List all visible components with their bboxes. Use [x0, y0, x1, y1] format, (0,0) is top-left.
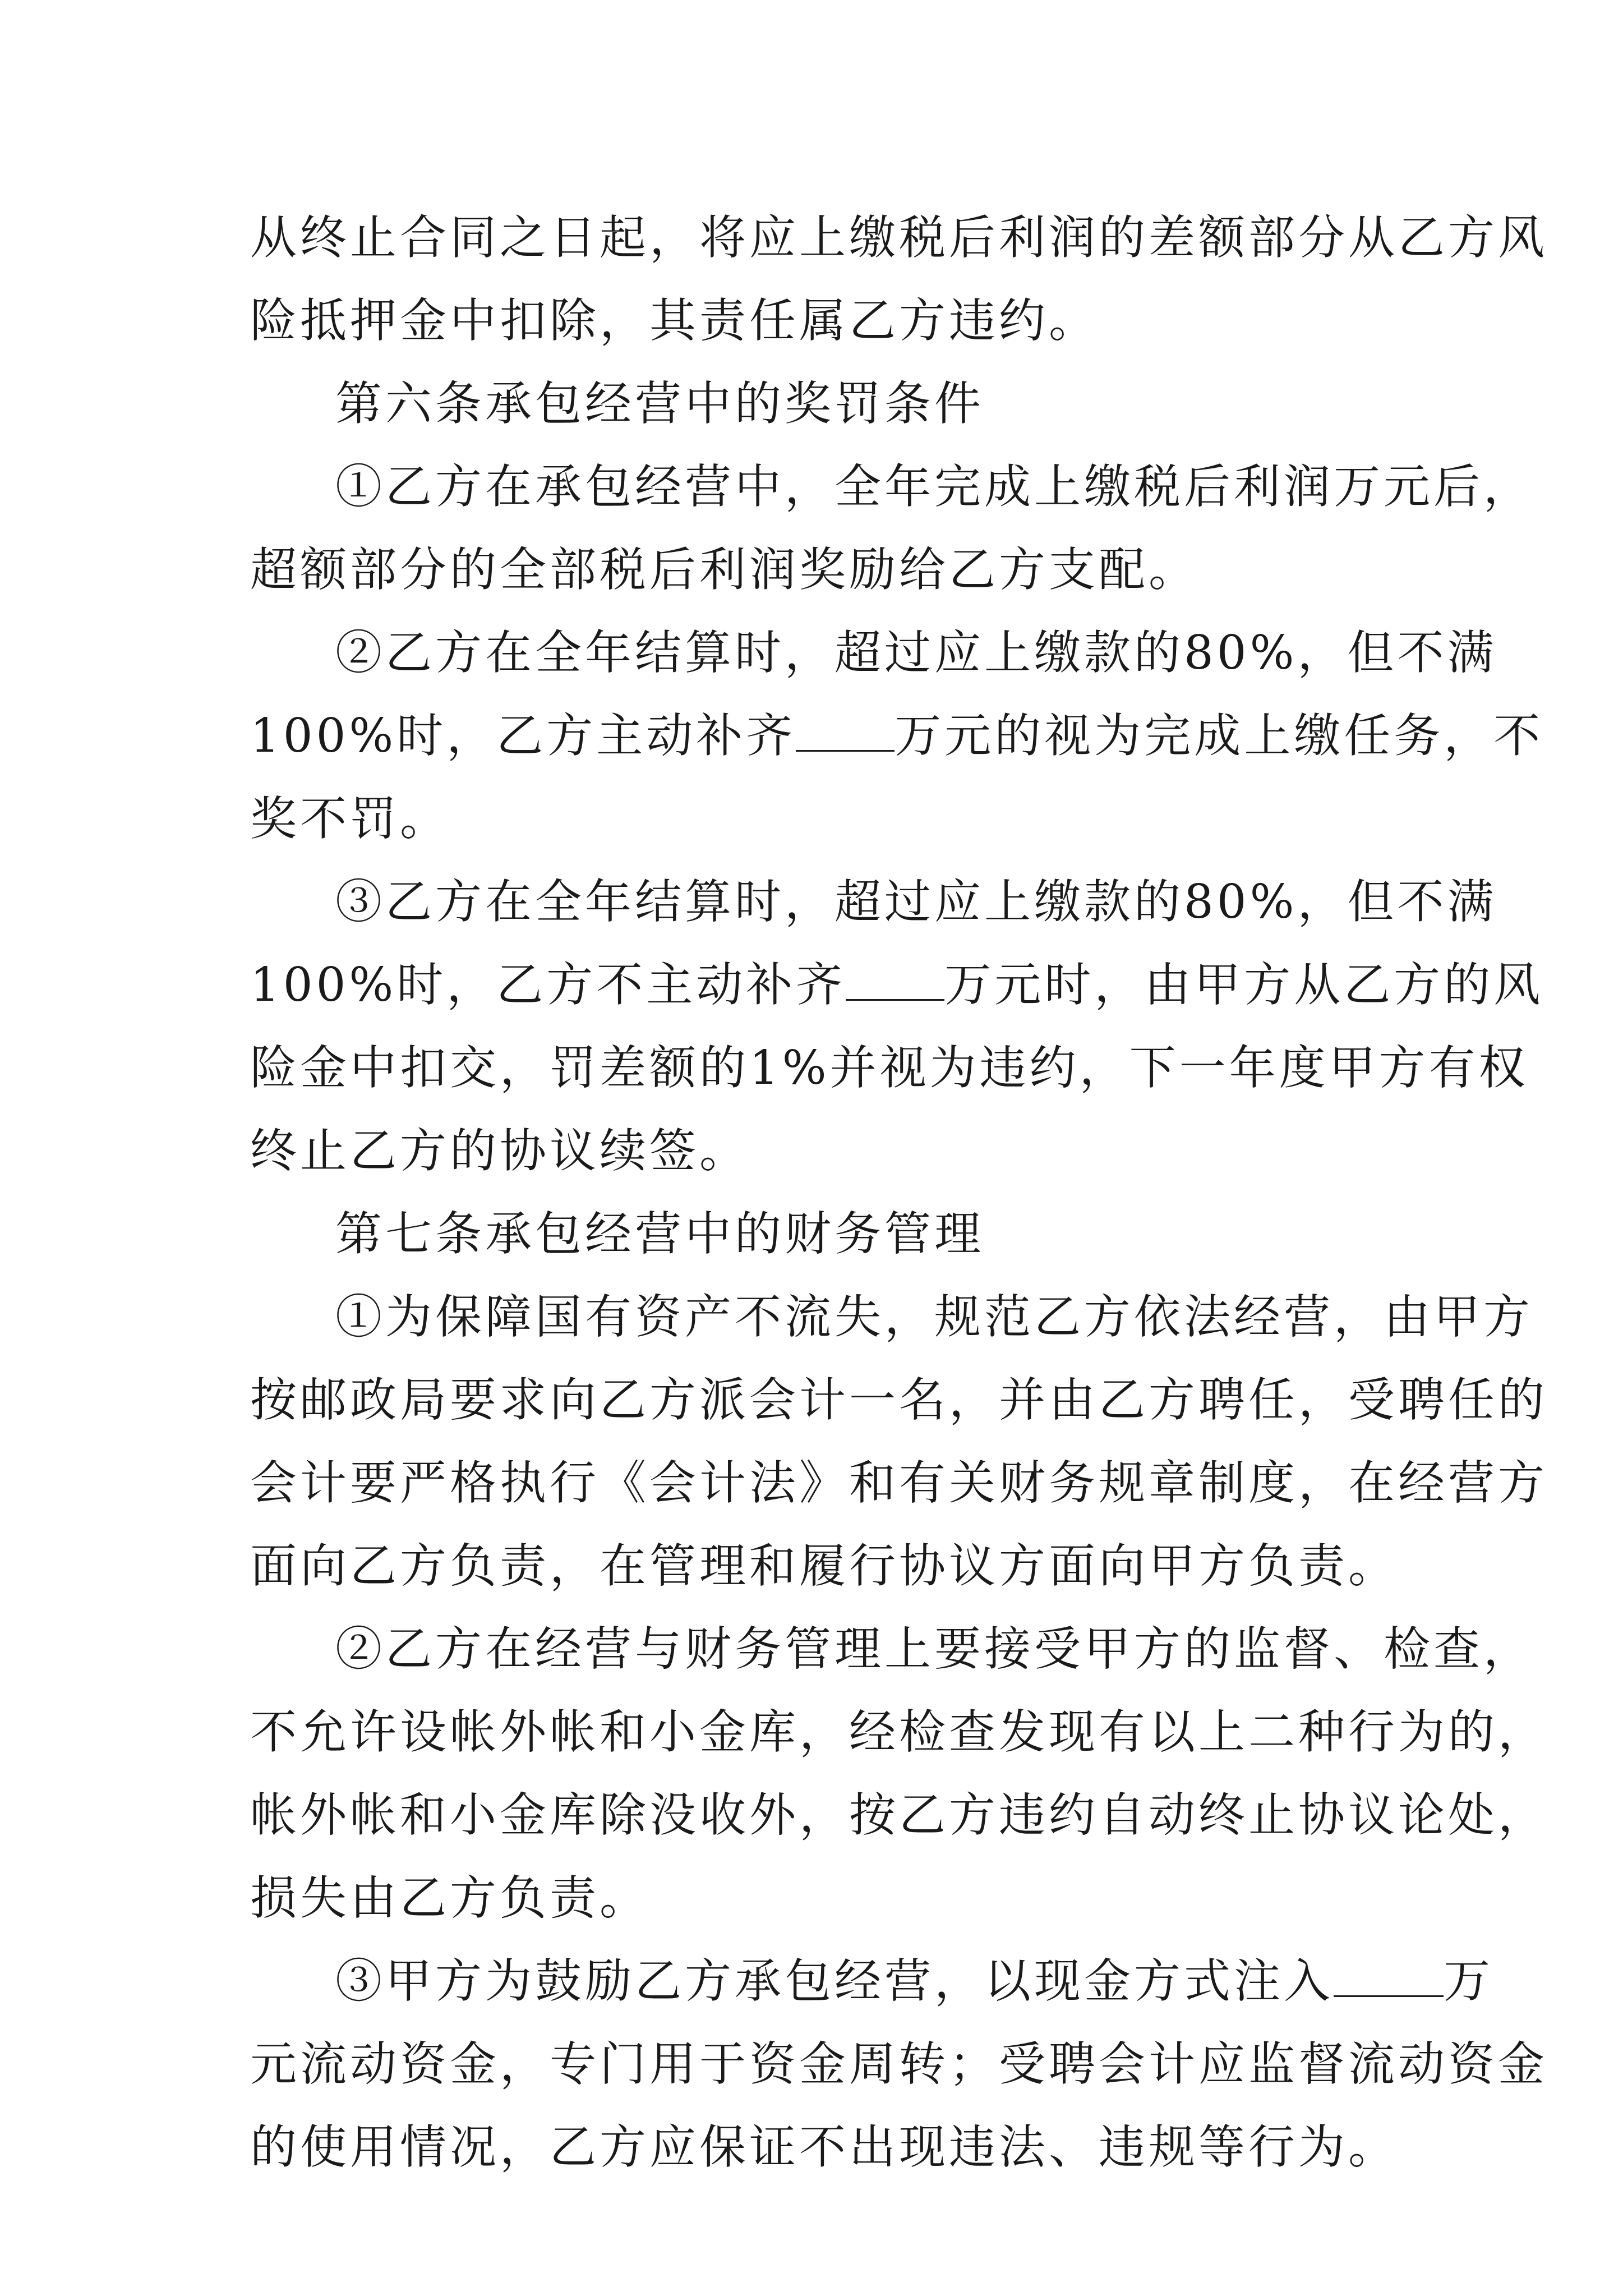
paragraph-line: [250, 944, 1544, 1027]
fill-in-blank: [846, 960, 944, 1001]
line-segment: 100%时，乙方主动补齐: [250, 708, 796, 763]
fill-in-blank: [1334, 1956, 1444, 1997]
line-segment: 万: [1444, 1954, 1493, 2008]
paragraph-line: 按邮政局要求向乙方派会计一名，并由乙方聘任，受聘任的: [250, 1373, 1548, 1427]
document-body: [250, 196, 1548, 2189]
section-heading-6: 第六条承包经营中的奖罚条件: [335, 376, 984, 431]
line-segment: 万元时，由甲方从乙方的风: [944, 958, 1544, 1012]
paragraph-line: 终止乙方的协议续签。: [250, 1124, 749, 1178]
paragraph-line: 的使用情况，乙方应保证不出现违法、违规等行为。: [250, 2120, 1398, 2174]
paragraph-line: 帐外帐和小金库除没收外，按乙方违约自动终止协议论处，: [250, 1788, 1548, 1842]
paragraph-line: 会计要严格执行《会计法》和有关财务规章制度，在经营方: [250, 1456, 1548, 1510]
section-heading-7: 第七条承包经营中的财务管理: [335, 1207, 984, 1261]
line-segment: 100%时，乙方不主动补齐: [250, 958, 846, 1012]
paragraph-line: 险金中扣交，罚差额的1%并视为违约，下一年度甲方有权: [250, 1041, 1529, 1095]
paragraph-line: 元流动资金，专门用于资金周转；受聘会计应监督流动资金: [250, 2037, 1548, 2091]
paragraph-line: ③乙方在全年结算时，超过应上缴款的80%，但不满: [335, 875, 1497, 929]
paragraph-line: 从终止合同之日起，将应上缴税后利润的差额部分从乙方风: [250, 210, 1548, 265]
paragraph-line: 险抵押金中扣除，其责任属乙方违约。: [250, 293, 1099, 348]
paragraph-line: [250, 1940, 1493, 2023]
line-segment: ③甲方为鼓励乙方承包经营，以现金方式注入: [335, 1954, 1334, 2008]
paragraph-line: ①为保障国有资产不流失，规范乙方依法经营，由甲方: [335, 1290, 1533, 1344]
paragraph-line: ①乙方在承包经营中，全年完成上缴税后利润万元后，: [335, 459, 1533, 514]
paragraph-line: 奖不罚。: [250, 792, 450, 846]
paragraph-line: [250, 694, 1544, 777]
line-segment: 万元的视为完成上缴任务，不: [895, 708, 1544, 763]
paragraph-line: ②乙方在经营与财务管理上要接受甲方的监督、检查，: [335, 1622, 1533, 1676]
paragraph-line: 面向乙方负责，在管理和履行协议方面向甲方负责。: [250, 1539, 1398, 1593]
paragraph-line: 损失由乙方负责。: [250, 1871, 649, 1925]
paragraph-line: 不允许设帐外帐和小金库，经检查发现有以上二种行为的，: [250, 1705, 1548, 1759]
paragraph-line: 超额部分的全部税后利润奖励给乙方支配。: [250, 542, 1198, 597]
paragraph-line: ②乙方在全年结算时，超过应上缴款的80%，但不满: [335, 625, 1497, 680]
fill-in-blank: [796, 711, 895, 752]
